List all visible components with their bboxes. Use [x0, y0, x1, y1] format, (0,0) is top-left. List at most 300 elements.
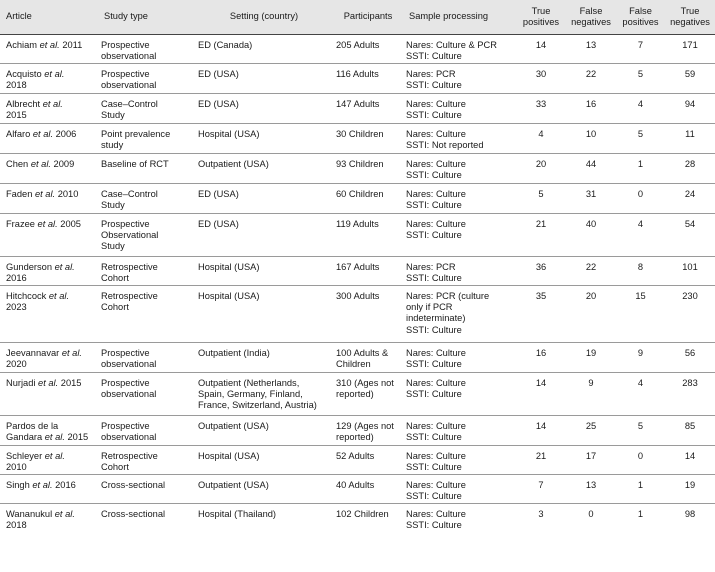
table-row — [0, 504, 715, 535]
cell-participants — [333, 257, 403, 286]
article-author: 2023 — [6, 302, 27, 313]
cell-article — [0, 124, 98, 154]
header-true-positives-line2: positives — [522, 17, 560, 27]
cell-study-type — [98, 504, 195, 535]
article-year: 2005 — [57, 219, 81, 229]
cell-true-negatives: 24 — [665, 184, 715, 214]
cell-study-type-line: Cross-sectional — [101, 509, 166, 519]
cell-setting-line: ED (Canada) — [198, 40, 253, 50]
article-line — [6, 69, 95, 80]
cell-article — [0, 154, 98, 184]
cell-study-type-line: Prospective — [101, 219, 150, 229]
table-row — [0, 154, 715, 184]
cell-article — [0, 184, 98, 214]
cell-false-positives: 5 — [616, 124, 665, 154]
cell-false-negatives: 22 — [566, 64, 616, 94]
cell-article — [0, 446, 98, 475]
table-row — [0, 184, 715, 214]
cell-study-type-line: Point prevalence — [101, 129, 171, 139]
article-year: 2015 — [58, 378, 82, 388]
cell-participants-line: 167 Adults — [336, 262, 380, 272]
cell-sample-processing-line: Nares: Culture — [406, 99, 466, 109]
header-false-negatives — [566, 0, 616, 35]
table-row — [0, 286, 715, 343]
cell-false-positives: 0 — [616, 446, 665, 475]
cell-false-positives: 0 — [616, 184, 665, 214]
article-et-al: et al. — [34, 189, 56, 199]
cell-sample-processing-line: Nares: Culture — [406, 159, 466, 169]
cell-setting — [195, 64, 333, 94]
article-author: Wananukul — [6, 509, 55, 519]
cell-false-positives: 4 — [616, 94, 665, 124]
cell-setting-line: Outpatient (India) — [198, 348, 270, 358]
table-row — [0, 214, 715, 257]
cell-false-positives: 5 — [616, 64, 665, 94]
article-line — [6, 291, 95, 302]
table-body — [0, 35, 715, 535]
cell-sample-processing — [403, 446, 516, 475]
cell-false-positives: 7 — [616, 35, 665, 64]
cell-sample-processing-line: SSTI: Culture — [406, 273, 462, 284]
cell-false-positives: 1 — [616, 154, 665, 184]
article-year: 2011 — [59, 40, 83, 50]
cell-study-type-line: Prospective — [101, 421, 150, 431]
cell-true-negatives: 11 — [665, 124, 715, 154]
article-et-al: et al. — [54, 509, 75, 519]
cell-study-type — [98, 475, 195, 504]
article-author: Acquisto — [6, 69, 45, 79]
cell-setting-line: Hospital (USA) — [198, 262, 260, 272]
cell-setting-line: Hospital (USA) — [198, 129, 260, 139]
cell-false-negatives: 10 — [566, 124, 616, 154]
cell-true-positives: 21 — [516, 214, 566, 257]
cell-participants-line: 102 Children — [336, 509, 389, 519]
header-sample-processing: Sample processing — [403, 0, 516, 35]
cell-false-negatives: 44 — [566, 154, 616, 184]
cell-true-positives: 3 — [538, 509, 544, 519]
table-row — [0, 373, 715, 416]
cell-setting-line: Outpatient (USA) — [198, 159, 269, 169]
cell-setting — [195, 94, 333, 124]
cell-sample-processing-line: Nares: Culture — [406, 129, 466, 139]
cell-sample-processing-line: Nares: PCR — [406, 69, 456, 79]
cell-true-positives: 16 — [516, 343, 566, 373]
article-et-al: et al. — [38, 378, 59, 388]
article-author: 2018 — [6, 80, 27, 91]
cell-true-negatives: 54 — [665, 214, 715, 257]
article-et-al: et al. — [39, 40, 60, 50]
cell-sample-processing — [403, 475, 516, 504]
table-row — [0, 124, 715, 154]
article-author: Alfaro — [6, 129, 33, 139]
cell-study-type-line: Study — [101, 110, 125, 121]
article-author: 2010 — [6, 462, 27, 473]
table-row — [0, 446, 715, 475]
cell-sample-processing — [403, 373, 516, 416]
cell-participants-line: 40 Adults — [336, 480, 375, 490]
cell-study-type-line: observational — [101, 51, 157, 62]
cell-true-negatives: 14 — [665, 446, 715, 475]
cell-true-positives: 33 — [516, 94, 566, 124]
cell-setting-line: ED (USA) — [198, 69, 239, 79]
cell-study-type-line: Case–Control — [101, 99, 158, 109]
article-author: 2015 — [6, 110, 27, 121]
cell-sample-processing-line: SSTI: Culture — [406, 110, 462, 121]
cell-false-positives: 9 — [616, 343, 665, 373]
cell-study-type-line: Prospective — [101, 348, 150, 358]
cell-false-positives: 15 — [616, 286, 665, 343]
cell-false-positives: 4 — [616, 373, 665, 416]
article-et-al: et al. — [44, 69, 65, 79]
cell-study-type-line: observational — [101, 359, 157, 370]
cell-participants-line: reported) — [336, 432, 374, 443]
cell-participants — [333, 343, 403, 373]
cell-study-type-line: Retrospective — [101, 262, 158, 272]
cell-sample-processing-line: SSTI: Culture — [406, 389, 462, 400]
cell-participants — [333, 475, 403, 504]
cell-setting-line: Spain, Germany, Finland, — [198, 389, 303, 400]
cell-sample-processing — [403, 35, 516, 64]
cell-article — [0, 343, 98, 373]
header-true-positives-line1: True — [531, 5, 551, 16]
cell-participants-line: 116 Adults — [336, 69, 379, 79]
cell-participants-line: Children — [336, 359, 371, 370]
article-author: Achiam — [6, 40, 40, 50]
cell-study-type — [98, 184, 195, 214]
cell-study-type-line: Cross-sectional — [101, 480, 166, 490]
cell-sample-processing — [403, 124, 516, 154]
cell-sample-processing — [403, 154, 516, 184]
article-author: Jeevannavar — [6, 348, 62, 358]
cell-setting — [195, 257, 333, 286]
cell-true-negatives: 28 — [665, 154, 715, 184]
cell-study-type-line: Study — [101, 241, 125, 252]
header-false-positives-line2: positives — [622, 17, 659, 27]
cell-setting-line: Hospital (Thailand) — [198, 509, 277, 519]
cell-article — [0, 257, 98, 286]
cell-sample-processing — [403, 257, 516, 286]
article-author: Chen — [6, 159, 31, 169]
cell-false-positives: 8 — [616, 257, 665, 286]
article-line — [6, 219, 95, 230]
article-author: Frazee — [6, 219, 38, 229]
cell-setting — [195, 504, 333, 535]
cell-true-negatives: 85 — [665, 416, 715, 446]
cell-sample-processing-line: indeterminate) — [406, 313, 466, 324]
cell-study-type-line: observational — [101, 80, 157, 91]
cell-true-negatives: 19 — [665, 475, 715, 504]
cell-participants — [333, 446, 403, 475]
cell-article — [0, 64, 98, 94]
cell-sample-processing-line: SSTI: Culture — [406, 230, 462, 241]
cell-false-negatives: 13 — [566, 35, 616, 64]
cell-setting — [195, 214, 333, 257]
cell-true-negatives: 101 — [665, 257, 715, 286]
header-row — [0, 0, 715, 35]
cell-participants — [333, 286, 403, 343]
cell-study-type — [98, 94, 195, 124]
cell-article — [0, 416, 98, 446]
cell-true-negatives: 94 — [665, 94, 715, 124]
cell-study-type-line: Case–Control — [101, 189, 158, 199]
cell-study-type — [98, 343, 195, 373]
cell-setting-line: Outpatient (USA) — [198, 480, 269, 490]
table-row — [0, 94, 715, 124]
cell-study-type-line: Baseline of RCT — [101, 159, 169, 169]
article-et-al: et al. — [32, 480, 53, 490]
table-row — [0, 416, 715, 446]
cell-participants — [333, 416, 403, 446]
cell-study-type-line: Retrospective — [101, 451, 158, 461]
cell-study-type-line: study — [101, 140, 124, 151]
header-participants: Participants — [333, 0, 403, 35]
article-author: Singh — [6, 480, 33, 490]
cell-true-negatives: 230 — [665, 286, 715, 343]
article-et-al: et al. — [44, 432, 65, 443]
cell-study-type — [98, 373, 195, 416]
cell-setting-line: Outpatient (USA) — [198, 421, 269, 431]
article-year: 2015 — [64, 432, 89, 443]
cell-sample-processing-line: Nares: Culture — [406, 378, 466, 388]
cell-sample-processing — [403, 94, 516, 124]
cell-false-negatives: 19 — [566, 343, 616, 373]
cell-true-positives: 14 — [516, 373, 566, 416]
header-true-negatives — [665, 0, 715, 35]
cell-participants-line: 52 Adults — [336, 451, 375, 461]
article-line — [6, 348, 95, 359]
cell-sample-processing-line: SSTI: Culture — [406, 432, 462, 443]
article-line — [6, 129, 95, 140]
cell-article — [0, 94, 98, 124]
cell-study-type-line: Cohort — [101, 302, 129, 313]
cell-sample-processing — [403, 214, 516, 257]
cell-false-negatives: 22 — [566, 257, 616, 286]
cell-study-type-line: Prospective — [101, 40, 150, 50]
cell-sample-processing — [403, 416, 516, 446]
cell-setting-line: Hospital (USA) — [198, 291, 260, 301]
cell-sample-processing-line: Nares: Culture — [406, 348, 466, 358]
cell-false-negatives: 16 — [566, 94, 616, 124]
cell-sample-processing-line: Nares: Culture — [406, 480, 466, 490]
article-line — [6, 262, 95, 273]
table-row — [0, 475, 715, 504]
cell-sample-processing-line: Nares: Culture — [406, 451, 466, 461]
article-line — [6, 378, 95, 389]
cell-setting-line: ED (USA) — [198, 99, 239, 109]
header-study-type: Study type — [98, 0, 195, 35]
cell-true-positives: 30 — [516, 64, 566, 94]
cell-participants — [333, 184, 403, 214]
cell-sample-processing — [403, 184, 516, 214]
article-author: Gandara — [6, 432, 45, 443]
header-setting: Setting (country) — [195, 0, 333, 35]
article-line — [6, 273, 95, 284]
article-line — [6, 359, 95, 370]
article-author: Albrecht — [6, 99, 43, 109]
cell-participants-line: 119 Adults — [336, 219, 379, 229]
cell-participants — [333, 35, 403, 64]
article-et-al: et al. — [42, 99, 63, 109]
article-et-al: et al. — [37, 219, 58, 229]
cell-sample-processing-line: Nares: Culture & PCR — [406, 40, 497, 50]
cell-sample-processing-line: SSTI: Culture — [406, 324, 462, 335]
cell-article — [0, 214, 98, 257]
cell-participants-line: reported) — [336, 389, 374, 400]
cell-true-positives: 36 — [516, 257, 566, 286]
header-true-positives — [516, 0, 566, 35]
cell-setting-line: ED (USA) — [198, 189, 239, 199]
cell-study-type — [98, 35, 195, 64]
cell-participants — [333, 373, 403, 416]
cell-true-positives: 14 — [516, 416, 566, 446]
article-author: Faden — [6, 189, 35, 199]
table-row — [0, 64, 715, 94]
table-row — [0, 343, 715, 373]
cell-sample-processing-line: only if PCR — [406, 302, 453, 313]
cell-participants-line: 129 (Ages not — [336, 421, 394, 431]
cell-setting-line: Outpatient (Netherlands, — [198, 378, 300, 388]
cell-study-type — [98, 446, 195, 475]
cell-true-positives: 7 — [516, 475, 566, 504]
cell-setting-line: ED (USA) — [198, 219, 239, 229]
header-true-negatives-line2: negatives — [670, 17, 710, 27]
article-author: 2020 — [6, 359, 27, 370]
cell-sample-processing-line: Nares: Culture — [406, 421, 466, 431]
article-year: 2006 — [53, 129, 77, 139]
article-et-al: et al. — [54, 262, 75, 272]
cell-participants-line: 60 Children — [336, 189, 384, 199]
cell-false-negatives: 40 — [566, 214, 616, 257]
cell-participants — [333, 214, 403, 257]
article-author: Nurjadi — [6, 378, 39, 388]
cell-true-positives: 5 — [516, 184, 566, 214]
cell-false-negatives: 9 — [566, 373, 616, 416]
cell-setting — [195, 35, 333, 64]
table-row — [0, 35, 715, 64]
cell-participants — [333, 94, 403, 124]
cell-participants — [333, 504, 403, 535]
cell-article — [0, 504, 98, 535]
cell-study-type — [98, 286, 195, 343]
cell-false-negatives: 13 — [566, 475, 616, 504]
cell-true-positives: 35 — [516, 286, 566, 343]
cell-study-type-line: Cohort — [101, 273, 129, 284]
cell-study-type-line: observational — [101, 432, 157, 443]
cell-participants-line: 100 Adults & — [336, 348, 389, 358]
article-line — [6, 189, 95, 200]
article-author: 2016 — [6, 273, 27, 284]
cell-false-positives: 4 — [616, 214, 665, 257]
cell-sample-processing — [403, 343, 516, 373]
cell-setting — [195, 446, 333, 475]
article-line — [6, 421, 95, 432]
article-et-al: et al. — [48, 291, 70, 301]
cell-study-type — [98, 257, 195, 286]
cell-study-type — [98, 154, 195, 184]
cell-false-positives: 5 — [616, 416, 665, 446]
cell-participants — [333, 64, 403, 94]
cell-sample-processing-line: Nares: PCR (culture — [406, 291, 490, 301]
cell-true-negatives: 56 — [665, 343, 715, 373]
cell-true-negatives: 171 — [665, 35, 715, 64]
cell-sample-processing-line: SSTI: Culture — [406, 491, 462, 502]
cell-sample-processing-line: SSTI: Culture — [406, 80, 462, 91]
header-article: Article — [0, 0, 98, 35]
article-et-al: et al. — [30, 159, 51, 169]
table-row — [0, 257, 715, 286]
cell-article — [0, 373, 98, 416]
header-false-negatives-line1: False — [579, 5, 603, 16]
article-year: 2009 — [50, 159, 75, 169]
cell-true-positives: 14 — [516, 35, 566, 64]
article-year: 2016 — [52, 480, 76, 490]
cell-sample-processing-line: SSTI: Culture — [406, 359, 462, 370]
article-line — [6, 480, 95, 491]
cell-true-positives: 21 — [516, 446, 566, 475]
article-line — [6, 110, 95, 121]
cell-study-type — [98, 64, 195, 94]
article-author: Hitchcock — [6, 291, 49, 301]
cell-study-type — [98, 416, 195, 446]
article-author: 2018 — [6, 520, 27, 531]
cell-true-negatives: 283 — [665, 373, 715, 416]
cell-study-type — [98, 214, 195, 257]
article-line — [6, 451, 95, 462]
header-false-positives-line1: False — [629, 5, 652, 16]
cell-study-type-line: Observational — [101, 230, 159, 241]
cell-article — [0, 475, 98, 504]
cell-false-negatives: 0 — [588, 509, 594, 519]
cell-setting — [195, 184, 333, 214]
cell-false-negatives: 31 — [566, 184, 616, 214]
cell-false-positives: 1 — [637, 509, 644, 519]
cell-article — [0, 286, 98, 343]
article-author: Gunderson — [6, 262, 55, 272]
cell-setting — [195, 154, 333, 184]
article-line — [6, 99, 95, 110]
cell-study-type-line: Prospective — [101, 378, 150, 388]
article-line — [6, 80, 95, 91]
article-line — [6, 520, 95, 531]
cell-sample-processing-line: SSTI: Not reported — [406, 140, 484, 151]
cell-participants-line: 310 (Ages not — [336, 378, 394, 388]
cell-false-negatives: 25 — [566, 416, 616, 446]
header-true-negatives-line1: True — [680, 5, 700, 16]
cell-setting — [195, 343, 333, 373]
cell-sample-processing-line: Nares: PCR — [406, 262, 456, 272]
cell-true-negatives: 59 — [665, 64, 715, 94]
cell-study-type — [98, 124, 195, 154]
article-line — [6, 302, 95, 313]
cell-sample-processing-line: SSTI: Culture — [406, 51, 462, 62]
cell-setting — [195, 475, 333, 504]
cell-sample-processing-line: SSTI: Culture — [406, 462, 462, 473]
cell-participants-line: 300 Adults — [336, 291, 380, 301]
cell-sample-processing-line: SSTI: Culture — [406, 520, 462, 531]
article-et-al: et al. — [32, 129, 54, 139]
cell-sample-processing-line: SSTI: Culture — [406, 200, 462, 211]
cell-sample-processing — [403, 286, 516, 343]
header-false-negatives-line2: negatives — [571, 17, 611, 27]
cell-true-positives: 4 — [516, 124, 566, 154]
cell-study-type-line: observational — [101, 389, 157, 400]
article-year: 2010 — [55, 189, 79, 199]
cell-study-type-line: Cohort — [101, 462, 129, 473]
cell-false-negatives: 17 — [566, 446, 616, 475]
cell-participants-line: 205 Adults — [336, 40, 380, 50]
cell-false-positives: 1 — [616, 475, 665, 504]
cell-participants-line: 30 Children — [336, 129, 384, 139]
